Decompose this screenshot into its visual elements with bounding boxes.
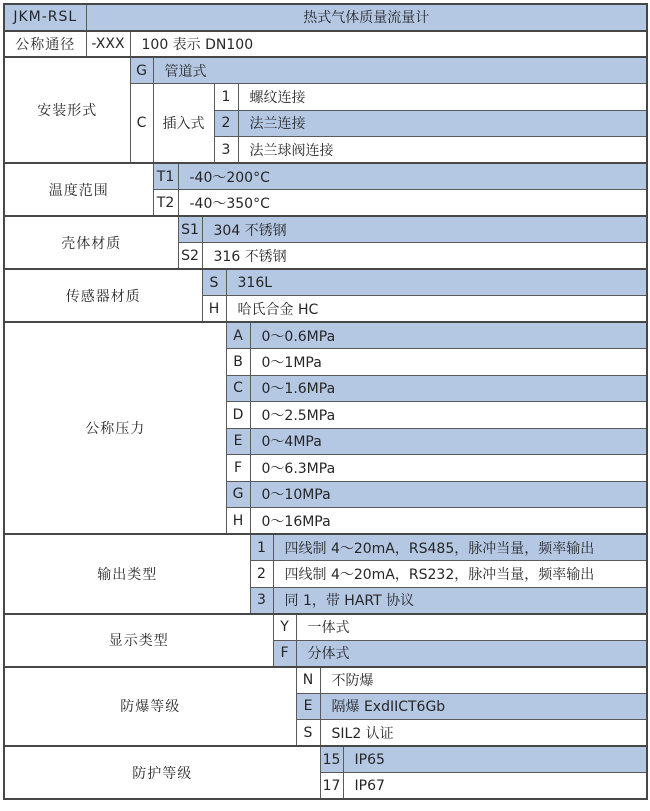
section-label-install-type: 安装形式 (4, 57, 130, 163)
option-value: 四线制 4～20mA，RS485，脉冲当量，频率输出 (273, 534, 647, 561)
option-value: 分体式 (296, 640, 647, 667)
product-title-cell: 热式气体质量流量计 (86, 4, 647, 31)
section-label-shell-material: 壳体材质 (4, 216, 178, 269)
section-nominal-diameter (4, 31, 647, 58)
option-value: 不防爆 (320, 667, 647, 694)
option-value: 同 1，带 HART 协议 (273, 587, 647, 614)
option-code: 2 (214, 110, 238, 137)
option-value: 100 表示 DN100 (130, 31, 647, 58)
table-row (4, 614, 647, 641)
section-label-sensor-material: 传感器材质 (4, 269, 202, 322)
option-value: 0～16MPa (250, 508, 647, 535)
section-sensor-material (4, 269, 647, 322)
section-protection-rating (4, 746, 647, 799)
option-value: 法兰连接 (238, 110, 647, 137)
option-value: 0～0.6MPa (250, 322, 647, 349)
option-code: 17 (320, 773, 343, 800)
option-code: B (226, 349, 250, 376)
option-value: 四线制 4～20mA，RS232，脉冲当量，频率输出 (273, 561, 647, 588)
option-code: S (296, 720, 320, 747)
option-value: IP67 (343, 773, 647, 800)
option-value: -40～350°C (178, 190, 647, 217)
option-code: 3 (250, 587, 273, 614)
option-value: 隔爆 ExdIICT6Gb (320, 693, 647, 720)
option-code: S (202, 269, 226, 296)
option-code: A (226, 322, 250, 349)
option-code: 15 (320, 746, 343, 773)
section-label-temperature-range: 温度范围 (4, 163, 153, 216)
option-value: 法兰球阀连接 (238, 137, 647, 164)
option-code: -XXX (86, 31, 130, 58)
option-code: F (273, 640, 296, 667)
option-value: 哈氏合金 HC (226, 296, 647, 323)
option-code: C (226, 375, 250, 402)
table-row (4, 269, 647, 296)
option-value: 0～1.6MPa (250, 375, 647, 402)
section-label-nominal-pressure: 公称压力 (4, 322, 226, 534)
option-value: 螺纹连接 (238, 84, 647, 111)
section-label-output-type: 输出类型 (4, 534, 250, 614)
option-code: E (226, 428, 250, 455)
option-value: 0～2.5MPa (250, 402, 647, 429)
section-output-type (4, 534, 647, 614)
option-code: N (296, 667, 320, 694)
option-value: 0～1MPa (250, 349, 647, 376)
option-value: 0～4MPa (250, 428, 647, 455)
section-install-type (4, 57, 647, 163)
table-row (4, 667, 647, 694)
option-code: 1 (250, 534, 273, 561)
section-shell-material (4, 216, 647, 269)
option-value: 304 不锈钢 (202, 216, 647, 243)
section-label-display-type: 显示类型 (4, 614, 273, 667)
section-display-type (4, 614, 647, 667)
option-value: 管道式 (153, 57, 647, 84)
table-row (4, 534, 647, 561)
section-temperature-range (4, 163, 647, 216)
model-selection-table (3, 3, 648, 800)
option-code: G (226, 481, 250, 508)
section-explosion-proof (4, 667, 647, 747)
model-code-cell: JKM-RSL (4, 4, 86, 31)
option-code: T2 (153, 190, 178, 217)
table-row (4, 163, 647, 190)
section-header (4, 4, 647, 31)
option-value: -40～200°C (178, 163, 647, 190)
option-value: IP65 (343, 746, 647, 773)
section-label-nominal-diameter: 公称通径 (4, 31, 86, 58)
table-row (4, 4, 647, 31)
section-label-explosion-proof: 防爆等级 (4, 667, 296, 747)
option-code: 1 (214, 84, 238, 111)
table-row (4, 216, 647, 243)
option-code: F (226, 455, 250, 482)
table-row (4, 57, 647, 84)
option-code: Y (273, 614, 296, 641)
option-value: 0～10MPa (250, 481, 647, 508)
option-code: S1 (178, 216, 202, 243)
option-value: 一体式 (296, 614, 647, 641)
option-code: C (130, 84, 153, 164)
option-value: 插入式 (153, 84, 214, 164)
option-code: H (226, 508, 250, 535)
option-code: T1 (153, 163, 178, 190)
option-code: H (202, 296, 226, 323)
section-nominal-pressure (4, 322, 647, 534)
option-value: SIL2 认证 (320, 720, 647, 747)
table-row (4, 322, 647, 349)
option-value: 0～6.3MPa (250, 455, 647, 482)
option-code: E (296, 693, 320, 720)
table-row (4, 746, 647, 773)
option-code: G (130, 57, 153, 84)
option-value: 316 不锈钢 (202, 243, 647, 270)
option-code: D (226, 402, 250, 429)
option-code: 3 (214, 137, 238, 164)
table-row (4, 31, 647, 58)
option-value: 316L (226, 269, 647, 296)
option-code: 2 (250, 561, 273, 588)
option-code: S2 (178, 243, 202, 270)
section-label-protection-rating: 防护等级 (4, 746, 320, 799)
